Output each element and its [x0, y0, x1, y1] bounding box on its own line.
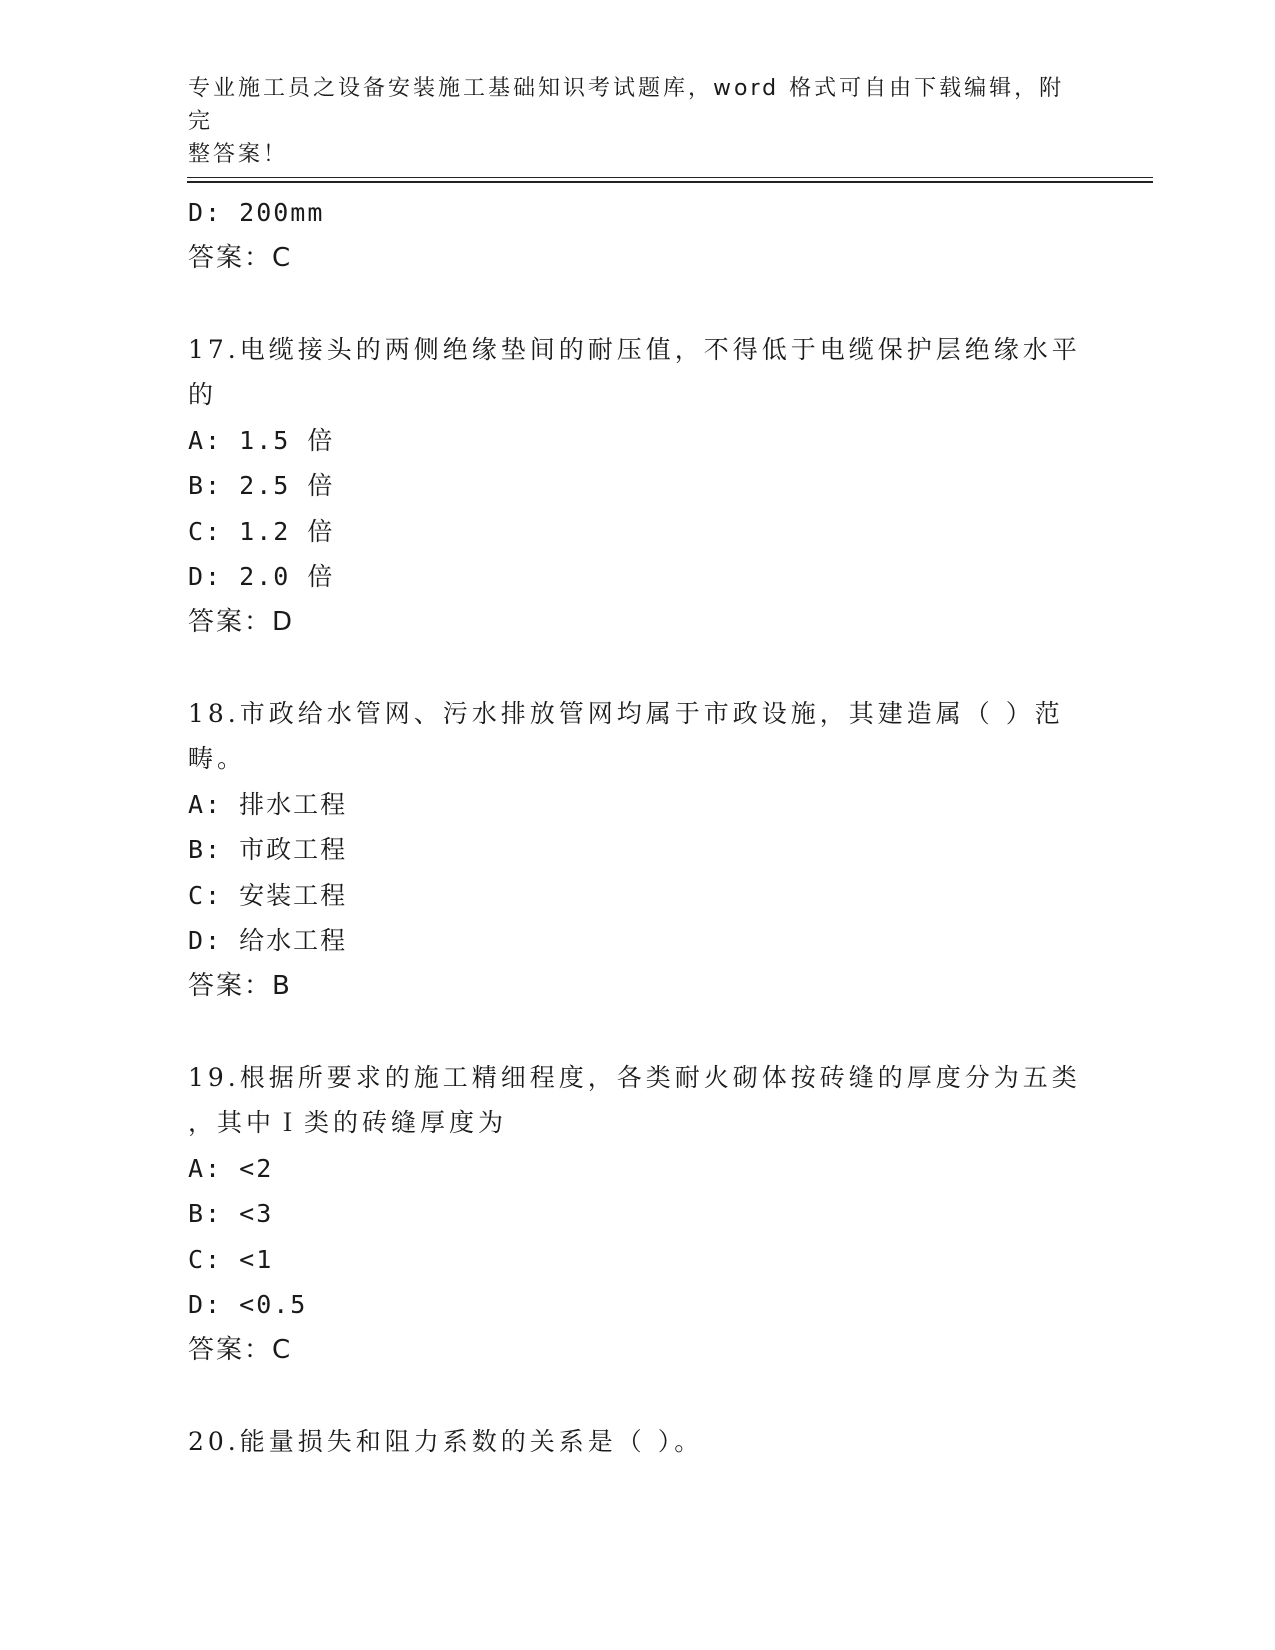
- question-19-answer: 答案：C: [188, 1334, 293, 1365]
- question-18-text-line-1: 18.市政给水管网、污水排放管网均属于市政设施，其建造属（ ）范: [188, 698, 1064, 728]
- spacer: [188, 645, 1068, 691]
- question-19-text-line-1: 19.根据所要求的施工精细程度，各类耐火砌体按砖缝的厚度分为五类: [188, 1062, 1081, 1092]
- question-list: [188, 190, 1081, 1464]
- question-17-option-a: A: 1.5 倍: [188, 425, 335, 455]
- question-18-option-c: C: 安装工程: [188, 880, 348, 910]
- spacer: [188, 1373, 1068, 1419]
- prev-answer: 答案：C: [188, 242, 293, 273]
- prev-option-d: D: 200mm: [188, 198, 325, 227]
- question-19-option-b: B: <3: [188, 1199, 274, 1228]
- question-19-option-c: C: <1: [188, 1244, 274, 1274]
- question-19-option-a: A: <2: [188, 1153, 274, 1183]
- question-19-option-d: D: <0.5: [188, 1290, 308, 1319]
- question-18-option-a: A: 排水工程: [188, 789, 348, 819]
- question-18-answer: 答案：B: [188, 970, 292, 1001]
- question-20: [188, 1419, 1068, 1465]
- header-divider-top: [187, 177, 1153, 178]
- question-20-text-line-1: 20.能量损失和阻力系数的关系是（ ）。: [188, 1426, 704, 1456]
- question-17: [188, 327, 1081, 646]
- header-line-2: 整答案！: [188, 142, 289, 167]
- question-19: [188, 1055, 1081, 1374]
- question-17-text-line-1: 17.电缆接头的两侧绝缘垫间的耐压值，不得低于电缆保护层绝缘水平: [188, 334, 1081, 364]
- question-18-option-d: D: 给水工程: [188, 926, 348, 955]
- spacer: [188, 1009, 1068, 1055]
- question-18: [188, 691, 1068, 1010]
- header-divider-bottom: [187, 181, 1153, 183]
- question-18-text-line-2: 畴。: [188, 744, 247, 773]
- spacer: [188, 281, 1068, 327]
- question-17-option-c: C: 1.2 倍: [188, 516, 335, 546]
- question-18-option-b: B: 市政工程: [188, 835, 348, 864]
- document-header: [188, 72, 1068, 171]
- header-line-1: 专业施工员之设备安装施工基础知识考试题库，word 格式可自由下载编辑，附完: [188, 76, 1065, 134]
- question-17-answer: 答案：D: [188, 606, 295, 637]
- question-19-text-line-2: ，其中Ｉ类的砖缝厚度为: [188, 1108, 508, 1137]
- question-17-option-b: B: 2.5 倍: [188, 471, 335, 500]
- question-17-option-d: D: 2.0 倍: [188, 562, 335, 591]
- question-17-text-line-2: 的: [188, 380, 218, 409]
